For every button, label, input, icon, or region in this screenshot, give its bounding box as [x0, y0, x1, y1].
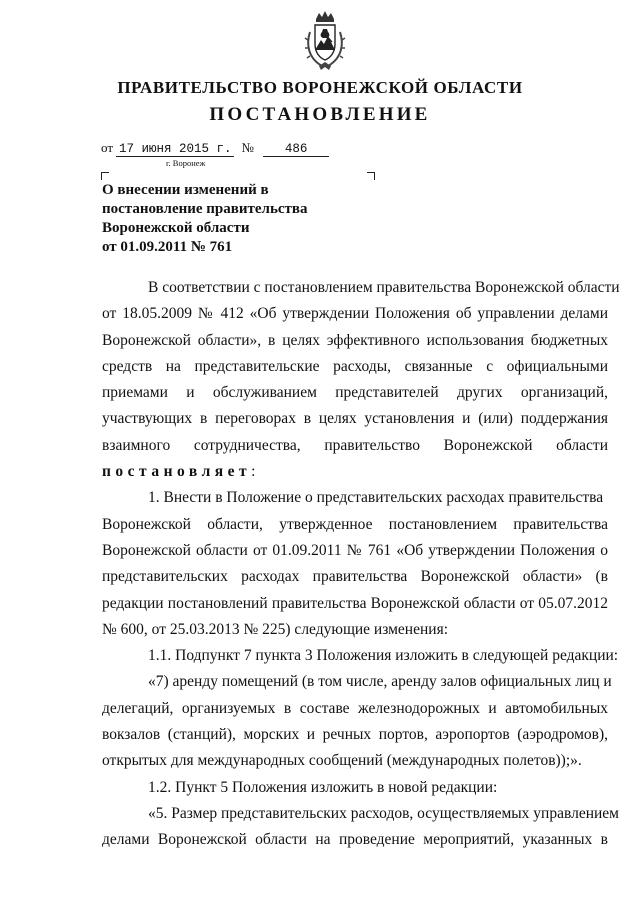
document-body [102, 275, 620, 854]
body-line: средств на представительские расходы, связанные с официальными [102, 357, 608, 375]
document-number: 486 [263, 142, 329, 157]
resolution-colon: : [251, 463, 256, 481]
body-line: Воронежской области, утвержденное постановлением правительства [102, 515, 608, 533]
subject-line: от 01.09.2011 № 761 [102, 239, 233, 255]
number-label: № [241, 140, 254, 155]
voronezh-coat-of-arms-icon [302, 10, 348, 72]
body-line: от 18.05.2009 № 412 «Об утверждении Положения об управлении делами [102, 305, 608, 323]
subject-corner-left [101, 172, 109, 180]
body-line: № 600, от 25.03.2013 № 225) следующие изменения: [102, 620, 449, 638]
document-type-title: ПОСТАНОВЛЕНИЕ [209, 104, 431, 125]
body-line: редакции постановлений правительства Воронежской области от 05.07.2012 [102, 594, 608, 612]
body-line: «5. Размер представительских расходов, осуществляемых управлением [148, 804, 619, 822]
subject-line: Воронежской области [102, 220, 250, 236]
body-line: Воронежской области от 01.09.2011 № 761 «Об утверждении Положения о [102, 541, 608, 559]
body-line: делегаций, организуемых в составе железнодорожных и автомобильных [102, 699, 608, 717]
body-line: представительских расходах правительства Воронежской области» (в [102, 568, 608, 586]
body-line: 1.1. Подпункт 7 пункта 3 Положения изложить в следующей редакции: [148, 647, 619, 665]
body-line: В соответствии с постановлением правительства Воронежской области [148, 279, 620, 296]
government-title: ПРАВИТЕЛЬСТВО ВОРОНЕЖСКОЙ ОБЛАСТИ [117, 78, 523, 97]
document-subject [102, 181, 308, 257]
body-line: 1. Внести в Положение о представительских расходах правительства [148, 489, 604, 507]
date-from-label: от [101, 140, 114, 155]
subject-line: постановление правительства [102, 201, 308, 217]
document-city: г. Воронеж [166, 158, 206, 168]
subject-line: О внесении изменений в [102, 182, 269, 198]
body-line: Воронежской области», в целях эффективного использования бюджетных [102, 331, 608, 349]
body-line [102, 459, 608, 485]
body-line: взаимного сотрудничества, правительство Воронежской области [102, 436, 608, 454]
body-line: приемами и обслуживанием представителей других организаций, [102, 384, 608, 402]
body-line: вокзалов (станций), морских и речных портов, аэропортов (аэродромов), [102, 726, 608, 744]
body-line: делами Воронежской области на проведение мероприятий, указанных в [102, 831, 608, 849]
dateline [101, 140, 329, 157]
resolution-word: постановляет [102, 463, 252, 481]
body-line: открытых для международных сообщений (международных полетов));». [102, 752, 582, 770]
body-line: 1.2. Пункт 5 Положения изложить в новой редакции: [148, 778, 498, 796]
body-line: «7) аренду помещений (в том числе, аренду залов официальных лиц и [148, 673, 612, 691]
subject-corner-right [367, 172, 375, 180]
body-line: участвующих в переговорах в целях установления и (или) поддержания [102, 410, 608, 428]
document-date: 17 июня 2015 г. [116, 142, 234, 157]
